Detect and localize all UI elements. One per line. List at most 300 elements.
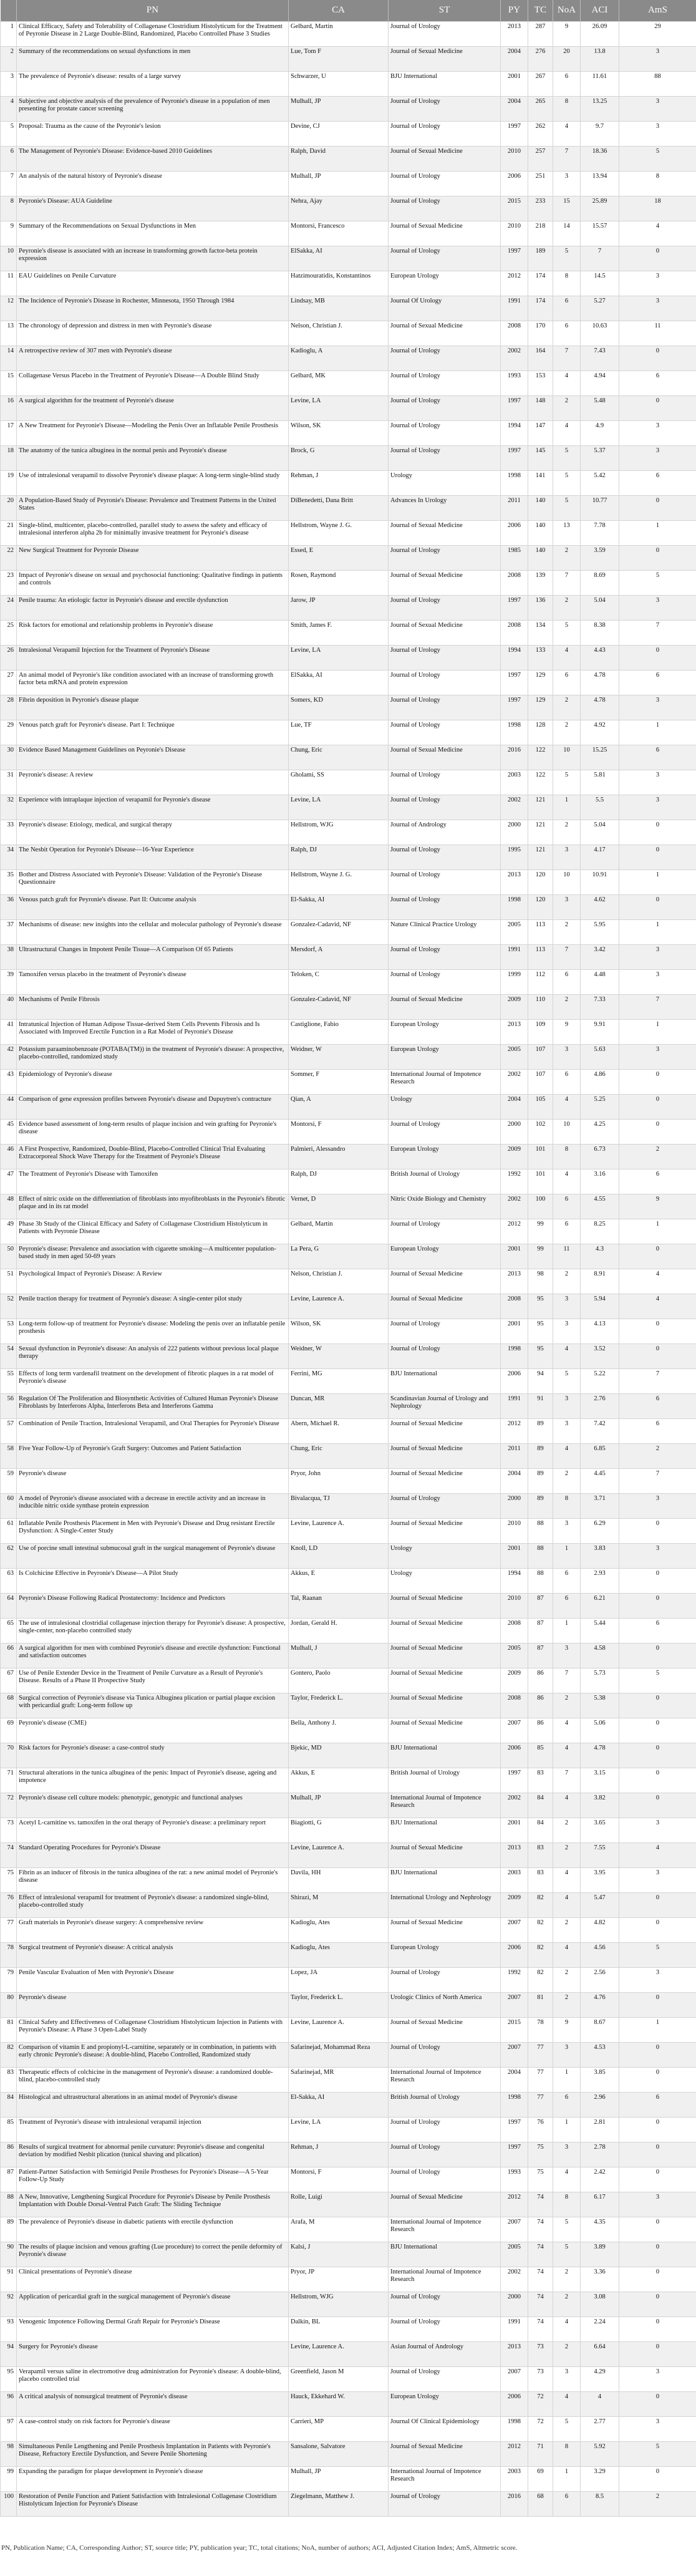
row-number-cell: 62 [1,1543,17,1568]
publication-year-cell: 2008 [501,1618,528,1643]
row-number-cell: 93 [1,2317,17,2341]
publication-year-cell: 2008 [501,570,528,595]
adjusted-citation-index-cell: 2.93 [581,1568,619,1593]
number-of-authors-cell: 10 [553,1119,581,1144]
number-of-authors-cell: 4 [553,1094,581,1119]
publication-name-cell: Potassium paraaminobenzoate (POTABA(TM)) in the treatment of Peyronie's disease: A prospective, placebo-controlled, randomized study [17,1044,289,1069]
total-citations-cell: 136 [528,595,553,620]
publication-name-cell: Mechanisms of Penile Fibrosis [17,994,289,1019]
corresponding-author-cell: Akkus, E [289,1568,389,1593]
publication-name-cell: The prevalence of Peyronie's disease: results of a large survey [17,71,289,96]
total-citations-cell: 74 [528,2242,553,2267]
total-citations-cell: 95 [528,1294,553,1319]
corresponding-author-cell: Wilson, SK [289,420,389,445]
publication-year-cell: 2007 [501,2366,528,2391]
number-of-authors-cell: 3 [553,2142,581,2167]
publication-name-cell: A New, Innovative, Lengthening Surgical Procedure for Peyronie's Disease by Penile Prosthesis Implantation with Double Dorsal-Ventral Patch Graft: The Sliding Technique [17,2192,289,2217]
corresponding-author-cell: Lue, Tom F [289,46,389,71]
source-title-cell: Journal of Urology [389,346,501,370]
source-title-cell: Journal of Sexual Medicine [389,994,501,1019]
corresponding-author-cell: Greenfield, Jason M [289,2366,389,2391]
altmetric-score-cell: 11 [619,321,696,346]
table-row [1,1319,696,1344]
publication-year-cell: 2016 [501,2491,528,2516]
publication-year-cell: 2004 [501,96,528,121]
publication-name-cell: Peyronie's disease is associated with an increase in transforming growth factor-beta protein expression [17,246,289,271]
altmetric-score-cell: 0 [619,545,696,570]
publication-year-cell: 1997 [501,121,528,146]
corresponding-author-cell: Rehman, J [289,2142,389,2167]
number-of-authors-cell: 1 [553,2117,581,2142]
table-row [1,420,696,445]
number-of-authors-cell: 5 [553,470,581,495]
altmetric-score-cell: 3 [619,1818,696,1842]
number-of-authors-cell: 4 [553,1344,581,1368]
row-number-cell: 68 [1,1693,17,1718]
adjusted-citation-index-cell: 2.42 [581,2167,619,2192]
table-row [1,1793,696,1818]
source-title-cell: Journal of Urology [389,420,501,445]
corresponding-author-cell: Sommer, F [289,1069,389,1094]
publication-name-cell: An analysis of the natural history of Peyronie's disease [17,171,289,196]
total-citations-cell: 86 [528,1693,553,1718]
source-title-cell: Journal of Sexual Medicine [389,1269,501,1294]
adjusted-citation-index-cell: 4.92 [581,720,619,745]
table-row [1,2217,696,2242]
row-number-cell: 48 [1,1194,17,1219]
adjusted-citation-index-cell: 2.96 [581,2092,619,2117]
number-of-authors-cell: 3 [553,1393,581,1418]
corresponding-author-cell: Pryor, John [289,1468,389,1493]
source-title-cell: Journal of Sexual Medicine [389,1593,501,1618]
adjusted-citation-index-cell: 4.3 [581,1244,619,1269]
adjusted-citation-index-cell: 2.81 [581,2117,619,2142]
row-number-cell: 33 [1,820,17,845]
corresponding-author-cell: Jarow, JP [289,595,389,620]
table-row [1,1743,696,1768]
adjusted-citation-index-cell: 4 [581,2391,619,2416]
corresponding-author-cell: Gelbard, Martin [289,1219,389,1244]
source-title-cell: Journal of Urology [389,1493,501,1518]
row-number-cell: 7 [1,171,17,196]
table-row [1,1368,696,1393]
altmetric-score-cell: 0 [619,2217,696,2242]
altmetric-score-cell: 0 [619,1643,696,1668]
publication-name-cell: Regulation Of The Proliferation and Biosynthetic Activities of Cultured Human Peyronie's Disease Fibroblasts by Interferons Alpha, Interferons Beta and Interferons Gamma [17,1393,289,1418]
number-of-authors-cell: 5 [553,2217,581,2242]
row-number-cell: 35 [1,869,17,894]
publication-name-cell: Application of pericardial graft in the surgical management of Peyronie's disease [17,2292,289,2317]
adjusted-citation-index-cell: 5.04 [581,820,619,845]
source-title-cell: Journal of Urology [389,2042,501,2067]
table-body [1,21,696,2516]
publication-year-cell: 1998 [501,470,528,495]
adjusted-citation-index-cell: 7.42 [581,1418,619,1443]
row-number-cell: 76 [1,1892,17,1917]
publication-name-cell: Ultrastructural Changes in Impotent Penile Tissue—A Comparison Of 65 Patients [17,944,289,969]
total-citations-cell: 101 [528,1144,553,1169]
altmetric-score-cell: 4 [619,1842,696,1867]
table-row [1,296,696,321]
publication-year-cell: 2007 [501,2042,528,2067]
source-title-cell: Journal of Sexual Medicine [389,2441,501,2466]
column-header: TC [528,0,553,21]
row-number-cell: 79 [1,1967,17,1992]
corresponding-author-cell: Gontero, Paolo [289,1668,389,1693]
corresponding-author-cell: Lindsay, MB [289,296,389,321]
source-title-cell: Journal of Sexual Medicine [389,321,501,346]
total-citations-cell: 87 [528,1618,553,1643]
source-title-cell: Journal of Sexual Medicine [389,1668,501,1693]
number-of-authors-cell: 2 [553,1842,581,1867]
total-citations-cell: 128 [528,720,553,745]
adjusted-citation-index-cell: 7.33 [581,994,619,1019]
table-row [1,1169,696,1194]
publication-year-cell: 2007 [501,1992,528,2017]
row-number-cell: 58 [1,1443,17,1468]
table-row [1,2416,696,2441]
total-citations-cell: 73 [528,2366,553,2391]
corresponding-author-cell: Arafa, M [289,2217,389,2242]
publication-name-cell: Tamoxifen versus placebo in the treatment of Peyronie's disease [17,969,289,994]
publication-year-cell: 2008 [501,620,528,645]
row-number-cell: 2 [1,46,17,71]
adjusted-citation-index-cell: 2.24 [581,2317,619,2341]
row-number-cell: 5 [1,121,17,146]
source-title-cell: Journal of Sexual Medicine [389,1294,501,1319]
publication-year-cell: 1997 [501,2142,528,2167]
altmetric-score-cell: 0 [619,2167,696,2192]
number-of-authors-cell: 8 [553,1493,581,1518]
row-number-cell: 83 [1,2067,17,2092]
altmetric-score-cell: 0 [619,246,696,271]
number-of-authors-cell: 8 [553,271,581,296]
adjusted-citation-index-cell: 4.82 [581,1917,619,1942]
publication-year-cell: 2005 [501,2242,528,2267]
corresponding-author-cell: Shirazi, M [289,1892,389,1917]
total-citations-cell: 233 [528,196,553,221]
altmetric-score-cell: 8 [619,171,696,196]
altmetric-score-cell: 3 [619,1543,696,1568]
total-citations-cell: 129 [528,670,553,695]
altmetric-score-cell: 3 [619,46,696,71]
source-title-cell: Journal of Urology [389,121,501,146]
table-row [1,271,696,296]
number-of-authors-cell: 3 [553,1643,581,1668]
corresponding-author-cell: Lue, TF [289,720,389,745]
total-citations-cell: 73 [528,2341,553,2366]
adjusted-citation-index-cell: 4.76 [581,1992,619,2017]
corresponding-author-cell: Rosen, Raymond [289,570,389,595]
corresponding-author-cell: Gholami, SS [289,770,389,795]
table-row [1,869,696,894]
corresponding-author-cell: Weidner, W [289,1044,389,1069]
publication-year-cell: 2010 [501,1518,528,1543]
corresponding-author-cell: Nelson, Christian J. [289,1269,389,1294]
corresponding-author-cell: Duncan, MR [289,1393,389,1418]
row-number-cell: 42 [1,1044,17,1069]
number-of-authors-cell: 2 [553,1967,581,1992]
table-row [1,770,696,795]
publication-name-cell: Surgical correction of Peyronie's disease via Tunica Albuginea plication or partial plaque excision with pericardial graft: Long-term follow up [17,1693,289,1718]
publication-name-cell: Penile traction therapy for treatment of Peyronie's disease: A single-center pilot study [17,1294,289,1319]
publication-name-cell: Epidemiology of Peyronie's disease [17,1069,289,1094]
publication-year-cell: 2007 [501,1718,528,1743]
publication-name-cell: A Population-Based Study of Peyronie's Disease: Prevalence and Treatment Patterns in the United States [17,495,289,520]
table-row [1,395,696,420]
corresponding-author-cell: Hellstrom, WJG [289,820,389,845]
number-of-authors-cell: 2 [553,720,581,745]
row-number-cell: 12 [1,296,17,321]
row-number-cell: 60 [1,1493,17,1518]
adjusted-citation-index-cell: 4.9 [581,420,619,445]
number-of-authors-cell: 5 [553,620,581,645]
publication-year-cell: 2016 [501,745,528,770]
total-citations-cell: 141 [528,470,553,495]
corresponding-author-cell: Pryor, JP [289,2267,389,2292]
publication-year-cell: 2000 [501,1493,528,1518]
total-citations-cell: 100 [528,1194,553,1219]
row-number-cell: 8 [1,196,17,221]
adjusted-citation-index-cell: 10.63 [581,321,619,346]
row-number-cell: 28 [1,695,17,720]
number-of-authors-cell: 2 [553,395,581,420]
number-of-authors-cell: 4 [553,1443,581,1468]
total-citations-cell: 145 [528,445,553,470]
publication-name-cell: The chronology of depression and distress in men with Peyronie's disease [17,321,289,346]
publication-year-cell: 2010 [501,1593,528,1618]
corresponding-author-cell: Essed, E [289,545,389,570]
altmetric-score-cell: 0 [619,820,696,845]
adjusted-citation-index-cell: 4.13 [581,1319,619,1344]
corresponding-author-cell: Kadioglu, Ates [289,1942,389,1967]
row-number-cell: 78 [1,1942,17,1967]
corresponding-author-cell: Tal, Raanan [289,1593,389,1618]
adjusted-citation-index-cell: 5.92 [581,2441,619,2466]
publication-year-cell: 1997 [501,1768,528,1793]
number-of-authors-cell: 2 [553,2267,581,2292]
row-number-cell: 57 [1,1418,17,1443]
adjusted-citation-index-cell: 6.85 [581,1443,619,1468]
adjusted-citation-index-cell: 10.91 [581,869,619,894]
table-row [1,2142,696,2167]
publication-year-cell: 2010 [501,221,528,246]
source-title-cell: Journal of Urology [389,445,501,470]
publication-name-cell: Surgical treatment of Peyronie's disease: A critical analysis [17,1942,289,1967]
corresponding-author-cell: Ferrini, MG [289,1368,389,1393]
altmetric-score-cell: 3 [619,1867,696,1892]
source-title-cell: Journal of Urology [389,1219,501,1244]
total-citations-cell: 77 [528,2067,553,2092]
publication-name-cell: Verapamil versus saline in electromotive drug administration for Peyronie's disease: A double-blind, placebo controlled trial [17,2366,289,2391]
corresponding-author-cell: Ziegelmann, Matthew J. [289,2491,389,2516]
source-title-cell: Journal of Urology [389,1319,501,1344]
altmetric-score-cell: 0 [619,2317,696,2341]
adjusted-citation-index-cell: 5.48 [581,395,619,420]
corresponding-author-cell: Smith, James F. [289,620,389,645]
adjusted-citation-index-cell: 4.17 [581,845,619,869]
adjusted-citation-index-cell: 5.37 [581,445,619,470]
total-citations-cell: 91 [528,1393,553,1418]
adjusted-citation-index-cell: 4.45 [581,1468,619,1493]
number-of-authors-cell: 2 [553,545,581,570]
source-title-cell: Journal of Sexual Medicine [389,620,501,645]
source-title-cell: International Urology and Nephrology [389,1892,501,1917]
publication-year-cell: 2013 [501,1269,528,1294]
publication-year-cell: 1997 [501,2117,528,2142]
adjusted-citation-index-cell: 6.21 [581,1593,619,1618]
row-number-cell: 37 [1,919,17,944]
source-title-cell: Journal of Urology [389,2317,501,2341]
adjusted-citation-index-cell: 13.94 [581,171,619,196]
source-title-cell: Journal of Sexual Medicine [389,46,501,71]
number-of-authors-cell: 5 [553,1368,581,1393]
corresponding-author-cell: Nelson, Christian J. [289,321,389,346]
table-row [1,1094,696,1119]
row-number-cell: 73 [1,1818,17,1842]
row-number-cell: 89 [1,2217,17,2242]
number-of-authors-cell: 1 [553,2067,581,2092]
number-of-authors-cell: 6 [553,2092,581,2117]
altmetric-score-cell: 0 [619,2466,696,2491]
total-citations-cell: 78 [528,2017,553,2042]
row-number-cell: 71 [1,1768,17,1793]
altmetric-score-cell: 6 [619,1618,696,1643]
altmetric-score-cell: 0 [619,1319,696,1344]
total-citations-cell: 89 [528,1468,553,1493]
publication-year-cell: 1998 [501,894,528,919]
source-title-cell: International Journal of Impotence Research [389,1793,501,1818]
row-number-cell: 46 [1,1144,17,1169]
row-number-cell: 64 [1,1593,17,1618]
publication-year-cell: 2012 [501,1219,528,1244]
number-of-authors-cell: 7 [553,570,581,595]
altmetric-score-cell: 0 [619,1244,696,1269]
publication-name-cell: Peyronie's disease (CME) [17,1718,289,1743]
number-of-authors-cell: 2 [553,1917,581,1942]
row-number-cell: 54 [1,1344,17,1368]
table-row [1,1144,696,1169]
altmetric-score-cell: 4 [619,1269,696,1294]
corresponding-author-cell: La Pera, G [289,1244,389,1269]
adjusted-citation-index-cell: 4.62 [581,894,619,919]
table-row [1,1842,696,1867]
publication-name-cell: An animal model of Peyronie's like condition associated with an increase of transforming growth factor beta mRNA and protein expression [17,670,289,695]
row-number-cell: 27 [1,670,17,695]
corresponding-author-cell: Levine, LA [289,2117,389,2142]
publication-name-cell: Clinical Safety and Effectiveness of Collagenase Clostridium Histolyticum Injection in Patients with Peyronie's Disease: A Phase 3 Open-Label Study [17,2017,289,2042]
publication-year-cell: 1997 [501,395,528,420]
number-of-authors-cell: 4 [553,2317,581,2341]
number-of-authors-cell: 5 [553,246,581,271]
total-citations-cell: 105 [528,1094,553,1119]
publication-name-cell: Venous patch graft for Peyronie's disease. Part I: Technique [17,720,289,745]
publication-name-cell: The anatomy of the tunica albuginea in the normal penis and Peyronie's disease [17,445,289,470]
altmetric-score-cell: 0 [619,1693,696,1718]
publication-year-cell: 2004 [501,1468,528,1493]
table-row [1,346,696,370]
publication-name-cell: Psychological Impact of Peyronie's Disease: A Review [17,1269,289,1294]
total-citations-cell: 68 [528,2491,553,2516]
corresponding-author-cell: Mulhall, JP [289,1793,389,1818]
number-of-authors-cell: 1 [553,2466,581,2491]
altmetric-score-cell: 0 [619,894,696,919]
corresponding-author-cell: ElSakka, AI [289,246,389,271]
publication-name-cell: The Management of Peyronie's Disease: Evidence-based 2010 Guidelines [17,146,289,171]
source-title-cell: Journal of Urology [389,845,501,869]
table-row [1,445,696,470]
row-number-cell: 24 [1,595,17,620]
publication-year-cell: 1985 [501,545,528,570]
row-number-cell: 59 [1,1468,17,1493]
altmetric-score-cell: 3 [619,944,696,969]
corresponding-author-cell: Levine, Laurence A. [289,1842,389,1867]
row-number-cell: 55 [1,1368,17,1393]
source-title-cell: Journal of Sexual Medicine [389,221,501,246]
altmetric-score-cell: 0 [619,1718,696,1743]
altmetric-score-cell: 0 [619,1119,696,1144]
number-of-authors-cell: 5 [553,770,581,795]
corresponding-author-cell: Hatzimouratidis, Konstantinos [289,271,389,296]
corresponding-author-cell: Jordan, Gerald H. [289,1618,389,1643]
total-citations-cell: 153 [528,370,553,395]
number-of-authors-cell: 20 [553,46,581,71]
source-title-cell: European Urology [389,1019,501,1044]
adjusted-citation-index-cell: 5.25 [581,1094,619,1119]
source-title-cell: Journal of Urology [389,171,501,196]
total-citations-cell: 174 [528,271,553,296]
source-title-cell: International Journal of Impotence Research [389,2466,501,2491]
adjusted-citation-index-cell: 13.8 [581,46,619,71]
publication-year-cell: 2002 [501,1194,528,1219]
table-row [1,2017,696,2042]
total-citations-cell: 140 [528,495,553,520]
number-of-authors-cell: 3 [553,894,581,919]
publication-name-cell: Phase 3b Study of the Clinical Efficacy and Safety of Collagenase Clostridium Histolyticum in Patients with Peyronie Disease [17,1219,289,1244]
publication-name-cell: Venogenic Impotence Following Dermal Graft Repair for Peyronie's Disease [17,2317,289,2341]
source-title-cell: Advances In Urology [389,495,501,520]
adjusted-citation-index-cell: 5.42 [581,470,619,495]
total-citations-cell: 110 [528,994,553,1019]
source-title-cell: Journal of Sexual Medicine [389,1418,501,1443]
table-row [1,1818,696,1842]
corresponding-author-cell: Bella, Anthony J. [289,1718,389,1743]
publication-year-cell: 2002 [501,795,528,820]
number-of-authors-cell: 4 [553,1892,581,1917]
publication-name-cell: Expanding the paradigm for plaque development in Peyronie's disease [17,2466,289,2491]
publication-name-cell: Penile Vascular Evaluation of Men with Peyronie's Disease [17,1967,289,1992]
publication-name-cell: Histological and ultrastructural alterations in an animal model of Peyronie's disease [17,2092,289,2117]
altmetric-score-cell: 4 [619,221,696,246]
source-title-cell: European Urology [389,271,501,296]
column-header [1,0,17,21]
table-row [1,2067,696,2092]
corresponding-author-cell: Vernet, D [289,1194,389,1219]
altmetric-score-cell: 3 [619,595,696,620]
row-number-cell: 85 [1,2117,17,2142]
adjusted-citation-index-cell: 14.5 [581,271,619,296]
source-title-cell: Journal of Urology [389,944,501,969]
total-citations-cell: 71 [528,2441,553,2466]
adjusted-citation-index-cell: 6.17 [581,2192,619,2217]
row-number-cell: 72 [1,1793,17,1818]
corresponding-author-cell: Sansalone, Salvatore [289,2441,389,2466]
publication-name-cell: A surgical algorithm for the treatment of Peyronie's disease [17,395,289,420]
total-citations-cell: 164 [528,346,553,370]
number-of-authors-cell: 14 [553,221,581,246]
source-title-cell: British Journal of Urology [389,2092,501,2117]
publication-name-cell: The Nesbit Operation for Peyronie's Disease—16-Year Experience [17,845,289,869]
